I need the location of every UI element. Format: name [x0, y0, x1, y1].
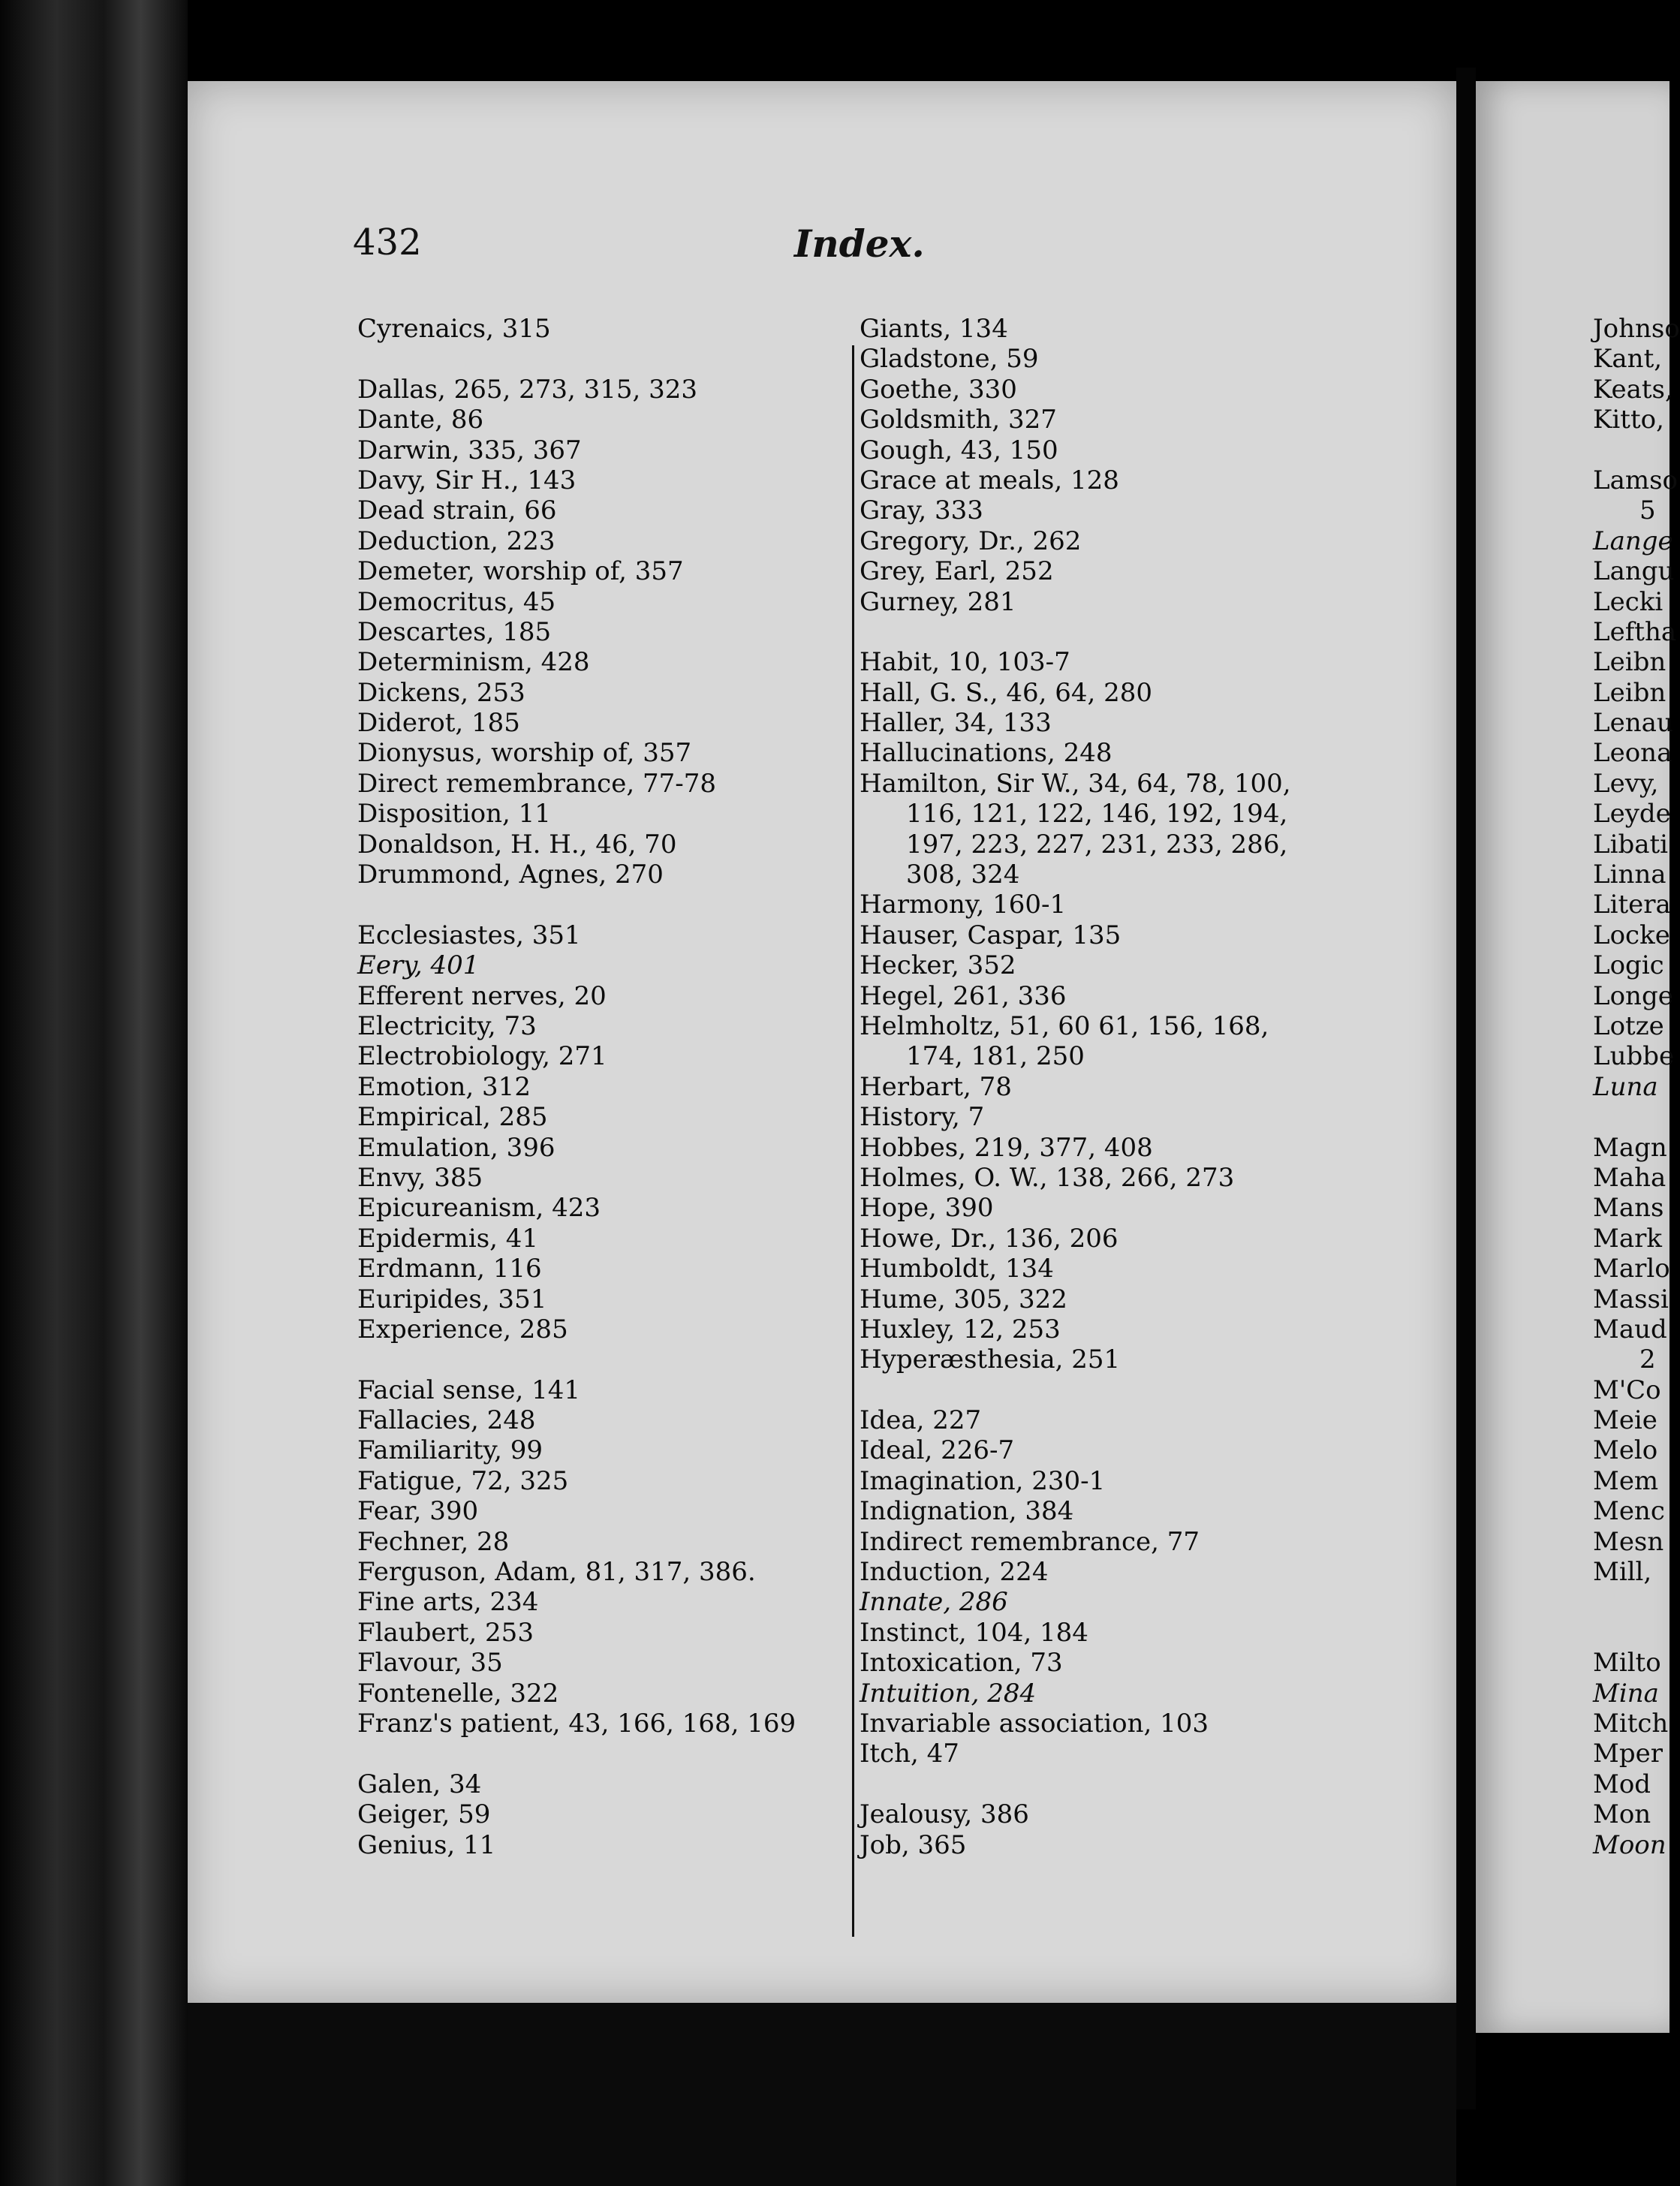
index-entry: Kitto, — [1593, 405, 1664, 435]
index-entry — [357, 1344, 796, 1375]
index-entry — [357, 890, 796, 920]
index-entry: Locke — [1593, 920, 1670, 950]
running-head: Index. — [794, 221, 925, 266]
index-entry: Mans — [1593, 1193, 1664, 1224]
index-entry: Diderot, 185 — [357, 708, 520, 739]
book-spine — [0, 0, 188, 2186]
index-entry: Indirect remembrance, 77 — [860, 1526, 1200, 1557]
index-entry — [357, 344, 796, 374]
index-entry: Intuition, 284 — [860, 1678, 1037, 1709]
index-entry: Maud — [1593, 1314, 1667, 1344]
index-entry — [860, 1769, 1291, 1799]
index-entry: Drummond, Agnes, 270 — [357, 860, 664, 890]
index-entry: Lubbe — [1593, 1041, 1675, 1072]
index-entry: Descartes, 185 — [357, 616, 552, 647]
index-entry: Empirical, 285 — [357, 1102, 548, 1133]
index-entry: Gray, 333 — [860, 495, 983, 526]
index-entry: Menc — [1593, 1496, 1665, 1527]
index-entry: Lecki — [1593, 586, 1663, 617]
index-entry: Ecclesiastes, 351 — [357, 920, 581, 950]
index-entry: Innate, 286 — [860, 1587, 1008, 1618]
index-entry: Facial sense, 141 — [357, 1375, 580, 1405]
index-entry: Fatigue, 72, 325 — [357, 1465, 569, 1496]
index-column-c — [1593, 314, 1680, 1860]
index-entry — [357, 1739, 796, 1769]
index-entry: Mitch — [1593, 1708, 1669, 1739]
index-entry: Hegel, 261, 336 — [860, 980, 1067, 1011]
index-entry: Electrobiology, 271 — [357, 1041, 607, 1072]
index-entry: Hall, G. S., 46, 64, 280 — [860, 677, 1153, 708]
index-entry: Meie — [1593, 1405, 1657, 1436]
index-entry: Donaldson, H. H., 46, 70 — [357, 829, 677, 860]
index-entry: Franz's patient, 43, 166, 168, 169 — [357, 1708, 796, 1739]
index-entry: Eery, 401 — [357, 950, 480, 981]
index-entry: Gregory, Dr., 262 — [860, 525, 1082, 556]
index-entry — [1593, 1102, 1680, 1132]
index-entry: Howe, Dr., 136, 206 — [860, 1223, 1118, 1254]
index-entry — [1593, 1587, 1680, 1617]
index-entry: Linna — [1593, 860, 1666, 890]
index-entry: Dante, 86 — [357, 405, 484, 435]
index-entry: Hope, 390 — [860, 1193, 994, 1224]
index-entry: Mill, — [1593, 1557, 1652, 1588]
index-entry: Determinism, 428 — [357, 647, 590, 678]
index-entry: 197, 223, 227, 231, 233, 286, — [906, 829, 1288, 860]
index-entry: Experience, 285 — [357, 1314, 568, 1344]
index-entry: Grace at meals, 128 — [860, 465, 1119, 495]
index-entry: Hauser, Caspar, 135 — [860, 920, 1122, 950]
index-entry: Epidermis, 41 — [357, 1223, 539, 1254]
index-entry: M'Co — [1593, 1375, 1661, 1405]
index-entry: Lenau — [1593, 708, 1673, 739]
index-entry: Galen, 34 — [357, 1769, 482, 1799]
index-entry: Leyde — [1593, 799, 1671, 830]
index-entry: Gough, 43, 150 — [860, 435, 1058, 465]
index-entry: Gladstone, 59 — [860, 344, 1039, 375]
index-entry: Leibn — [1593, 647, 1666, 678]
index-entry: Luna — [1593, 1071, 1658, 1102]
index-entry: Giants, 134 — [860, 314, 1008, 344]
index-entry: 5 — [1639, 495, 1656, 526]
index-entry: Melo — [1593, 1435, 1658, 1466]
index-entry: Fontenelle, 322 — [357, 1678, 559, 1709]
index-column-a — [357, 314, 796, 1860]
index-entry: Mina — [1593, 1678, 1659, 1709]
index-entry: Leibn — [1593, 677, 1666, 708]
index-entry: Hallucinations, 248 — [860, 738, 1112, 769]
index-entry — [1593, 1618, 1680, 1648]
index-entry: Logic — [1593, 950, 1664, 981]
index-entry: Envy, 385 — [357, 1162, 483, 1193]
index-entry: Jealousy, 386 — [860, 1799, 1029, 1830]
index-entry: Idea, 227 — [860, 1405, 982, 1436]
index-entry: Indignation, 384 — [860, 1496, 1074, 1527]
index-entry: Democritus, 45 — [357, 586, 556, 617]
index-entry: Flaubert, 253 — [357, 1617, 534, 1648]
index-entry: Libati — [1593, 829, 1669, 860]
index-entry: 174, 181, 250 — [906, 1041, 1085, 1072]
index-entry: Mper — [1593, 1739, 1663, 1769]
index-entry: Emotion, 312 — [357, 1071, 531, 1102]
index-entry: Fear, 390 — [357, 1496, 479, 1527]
index-entry: Leona — [1593, 738, 1672, 769]
index-entry: Ideal, 226-7 — [860, 1435, 1015, 1466]
index-entry: Invariable association, 103 — [860, 1708, 1209, 1739]
index-entry: Hamilton, Sir W., 34, 64, 78, 100, — [860, 768, 1291, 799]
index-entry: Holmes, O. W., 138, 266, 273 — [860, 1162, 1235, 1193]
index-entry: Litera — [1593, 890, 1671, 920]
index-entry: Hobbes, 219, 377, 408 — [860, 1132, 1153, 1163]
index-entry: Hyperæsthesia, 251 — [860, 1344, 1121, 1375]
index-entry: Hecker, 352 — [860, 950, 1016, 981]
index-entry: Cyrenaics, 315 — [357, 314, 551, 344]
index-entry: Dionysus, worship of, 357 — [357, 738, 692, 769]
index-entry: 116, 121, 122, 146, 192, 194, — [906, 799, 1288, 830]
index-entry: Grey, Earl, 252 — [860, 556, 1054, 587]
index-entry: Kant, — [1593, 344, 1663, 375]
index-entry: Keats, — [1593, 374, 1673, 405]
index-entry: Mesn — [1593, 1526, 1664, 1557]
index-entry: Lamso — [1593, 465, 1678, 495]
index-entry: Mod — [1593, 1769, 1651, 1799]
index-entry: 2 — [1639, 1344, 1656, 1375]
index-entry: Flavour, 35 — [357, 1648, 503, 1679]
index-entry: Massi — [1593, 1284, 1669, 1314]
index-entry: Magn — [1593, 1132, 1667, 1163]
index-entry: Familiarity, 99 — [357, 1435, 543, 1466]
index-entry: Instinct, 104, 184 — [860, 1617, 1088, 1648]
column-rule — [852, 345, 854, 1937]
index-entry: Imagination, 230-1 — [860, 1465, 1106, 1496]
index-entry: Dead strain, 66 — [357, 495, 557, 526]
index-entry: Efferent nerves, 20 — [357, 980, 607, 1011]
index-entry — [860, 617, 1291, 647]
index-entry: Lange — [1593, 525, 1673, 556]
index-entry: Ferguson, Adam, 81, 317, 386. — [357, 1557, 756, 1588]
index-entry: Milto — [1593, 1648, 1661, 1679]
index-entry: Herbart, 78 — [860, 1071, 1012, 1102]
index-entry: Harmony, 160-1 — [860, 890, 1067, 920]
index-entry: Fechner, 28 — [357, 1526, 510, 1557]
index-entry: Humboldt, 134 — [860, 1254, 1054, 1284]
index-entry: Job, 365 — [860, 1829, 967, 1860]
index-entry: Marlo — [1593, 1254, 1670, 1284]
index-entry: Induction, 224 — [860, 1557, 1049, 1588]
index-entry: History, 7 — [860, 1102, 985, 1133]
index-entry: Electricity, 73 — [357, 1010, 537, 1041]
index-entry: Demeter, worship of, 357 — [357, 556, 684, 587]
index-entry: Deduction, 223 — [357, 525, 555, 556]
index-entry: Helmholtz, 51, 60 61, 156, 168, — [860, 1010, 1269, 1041]
index-entry — [1593, 435, 1680, 465]
index-entry: Dickens, 253 — [357, 677, 525, 708]
index-entry: Maha — [1593, 1162, 1666, 1193]
index-entry: Goethe, 330 — [860, 374, 1017, 405]
index-entry: Huxley, 12, 253 — [860, 1314, 1061, 1344]
page-number: 432 — [353, 221, 422, 263]
index-entry: Disposition, 11 — [357, 799, 551, 830]
index-entry: Genius, 11 — [357, 1829, 496, 1860]
index-entry: Direct remembrance, 77-78 — [357, 768, 716, 799]
index-entry: Fine arts, 234 — [357, 1587, 539, 1618]
index-entry: Haller, 34, 133 — [860, 708, 1052, 739]
index-entry: Fallacies, 248 — [357, 1405, 536, 1436]
page-gutter — [1456, 68, 1476, 2109]
index-entry: Geiger, 59 — [357, 1799, 491, 1830]
index-entry: Lotze — [1593, 1010, 1664, 1041]
index-entry: Johnso — [1593, 314, 1680, 344]
index-entry: Itch, 47 — [860, 1739, 959, 1769]
index-entry: Moon — [1593, 1829, 1666, 1860]
index-entry: Intoxication, 73 — [860, 1648, 1063, 1679]
index-entry: Goldsmith, 327 — [860, 405, 1057, 435]
index-entry: Levy, — [1593, 768, 1659, 799]
index-entry: Erdmann, 116 — [357, 1254, 542, 1284]
index-entry: Epicureanism, 423 — [357, 1193, 601, 1224]
index-entry: Leftha — [1593, 616, 1677, 647]
index-entry: Darwin, 335, 367 — [357, 435, 582, 465]
index-entry: Mark — [1593, 1223, 1662, 1254]
index-entry: Emulation, 396 — [357, 1132, 555, 1163]
index-entry: Euripides, 351 — [357, 1284, 547, 1314]
index-entry: Gurney, 281 — [860, 586, 1016, 617]
index-entry: Dallas, 265, 273, 315, 323 — [357, 374, 698, 405]
index-entry: 308, 324 — [906, 860, 1020, 890]
index-entry: Hume, 305, 322 — [860, 1284, 1067, 1314]
index-entry: Longe — [1593, 980, 1673, 1011]
index-entry: Mon — [1593, 1799, 1651, 1830]
index-entry: Habit, 10, 103-7 — [860, 647, 1070, 678]
index-entry: Langu — [1593, 556, 1675, 587]
index-entry: Mem — [1593, 1465, 1659, 1496]
index-entry: Davy, Sir H., 143 — [357, 465, 577, 495]
index-column-b — [860, 314, 1291, 1860]
page-bottom-shadow — [188, 2003, 1456, 2186]
index-entry — [860, 1375, 1291, 1405]
